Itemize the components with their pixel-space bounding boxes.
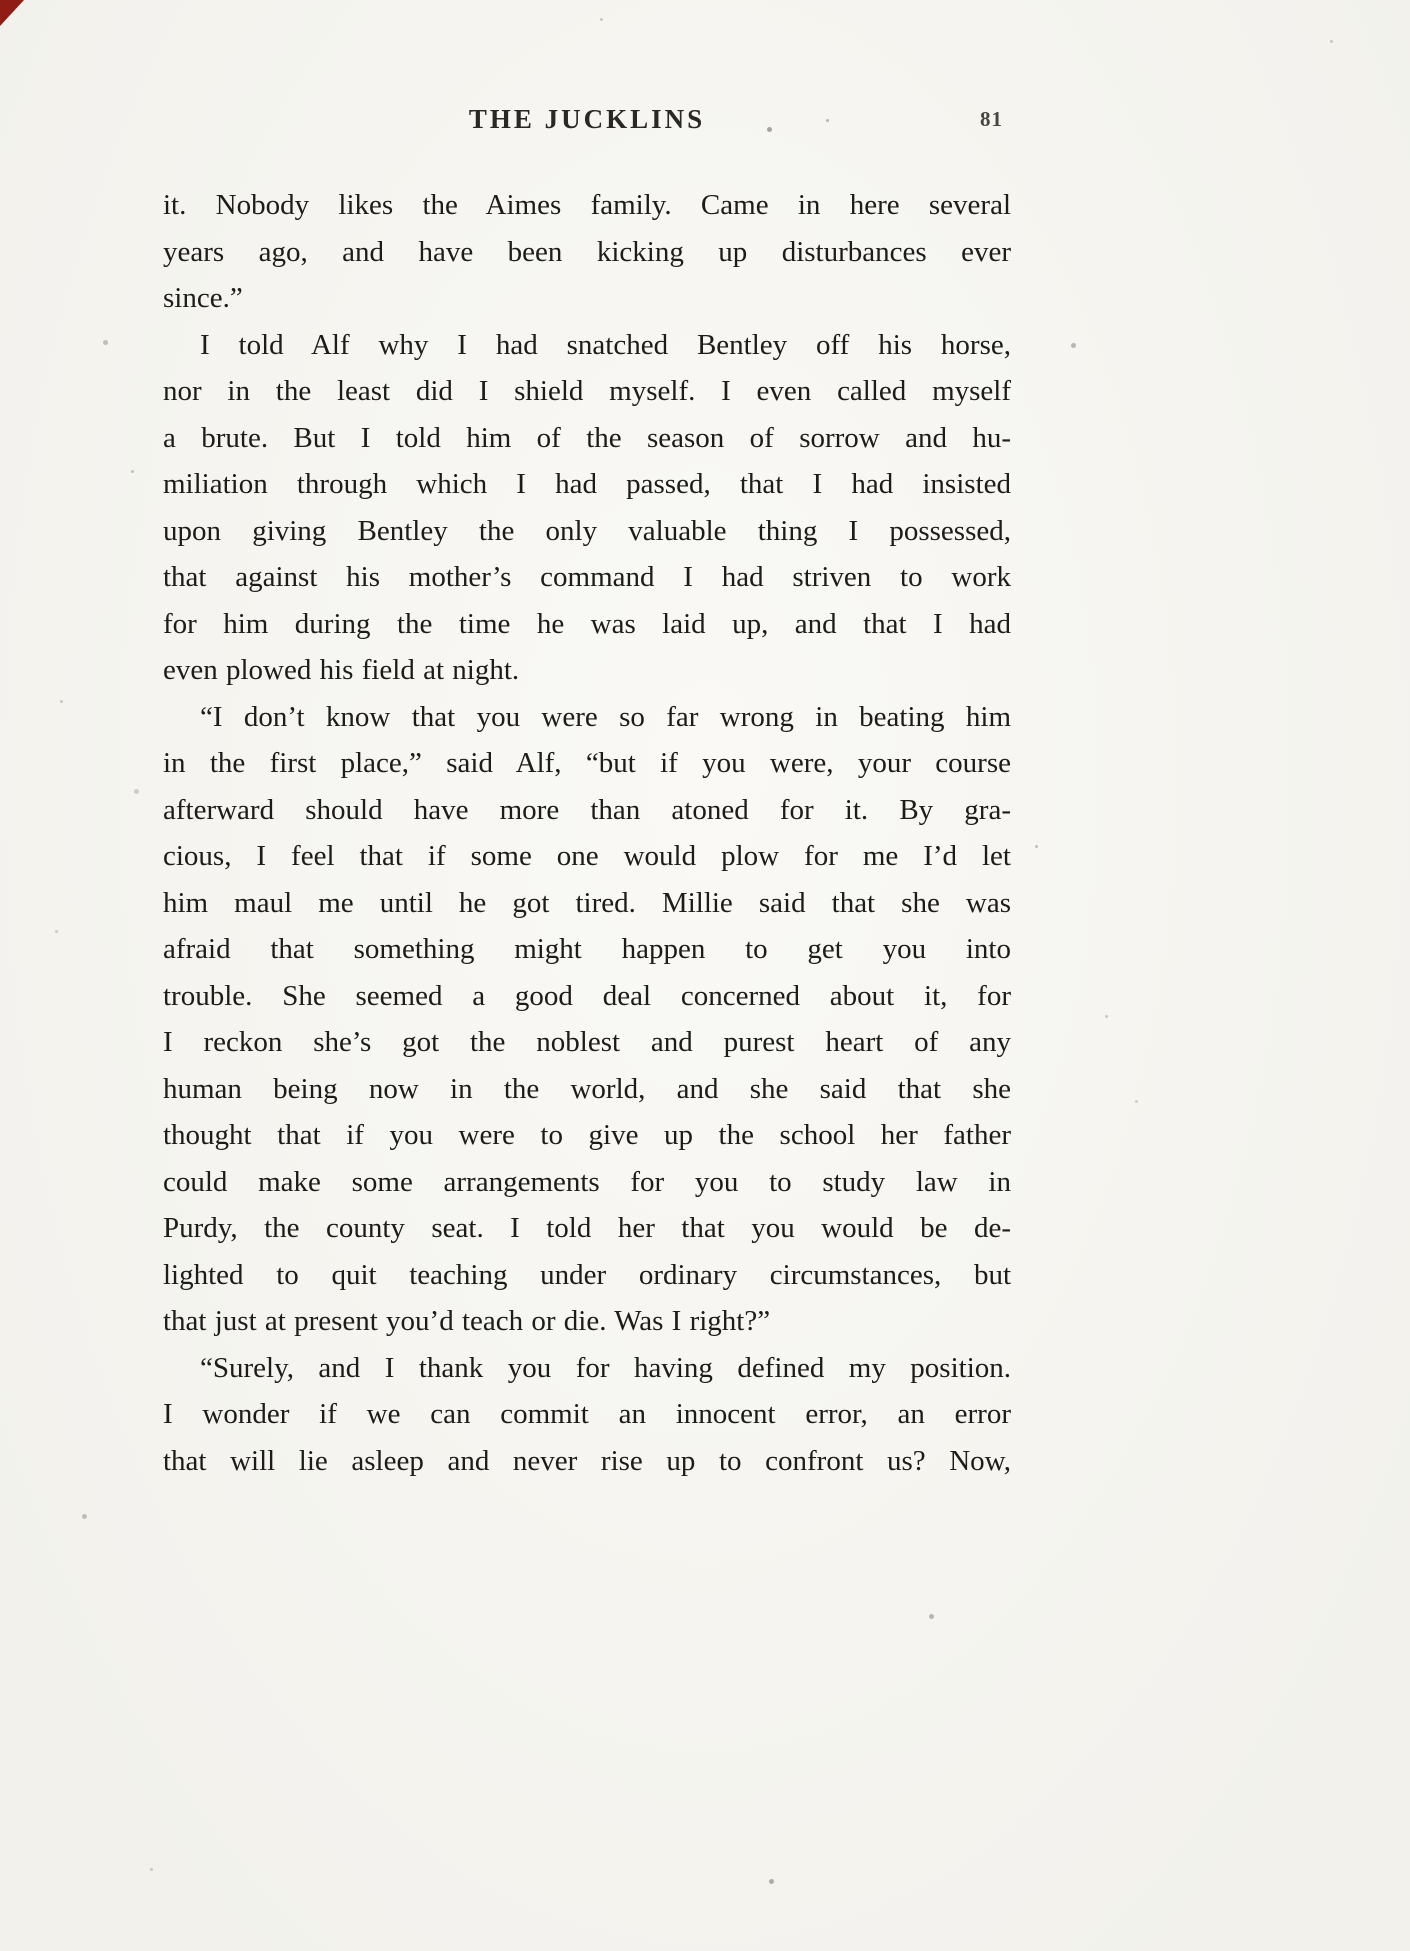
text-line: afterward should have more than atoned for it. By gra- <box>163 793 1011 826</box>
text-line: lighted to quit teaching under ordinary circumstances, but <box>163 1258 1011 1291</box>
text-line: trouble. She seemed a good deal concerned about it, for <box>163 979 1011 1012</box>
text-line: Purdy, the county seat. I told her that you would be de- <box>163 1212 1011 1244</box>
paragraph <box>163 1345 1011 1485</box>
paragraph <box>163 182 1011 322</box>
text-line: for him during the time he was laid up, and that I had <box>163 607 1011 640</box>
text-line: thought that if you were to give up the school her father <box>163 1119 1011 1151</box>
text-line: it. Nobody likes the Aimes family. Came in here several <box>163 189 1011 221</box>
paragraph <box>163 322 1011 694</box>
text-line: that just at present you’d teach or die. Was I right?” <box>163 1305 771 1337</box>
scan-corner-artifact <box>0 0 24 26</box>
text-line: since.” <box>163 282 243 314</box>
text-block <box>163 104 1011 1484</box>
text-line: “I don’t know that you were so far wrong in beating him <box>200 700 1011 733</box>
text-line: afraid that something might happen to get you into <box>163 933 1011 965</box>
text-line: that against his mother’s command I had striven to work <box>163 561 1011 593</box>
text-line: I wonder if we can commit an innocent error, an error <box>163 1398 1011 1430</box>
page-body <box>163 182 1011 1484</box>
text-line: cious, I feel that if some one would plow for me I’d let <box>163 840 1011 872</box>
text-line: human being now in the world, and she said that she <box>163 1072 1011 1105</box>
paragraph <box>163 694 1011 1345</box>
text-line: him maul me until he got tired. Millie said that she was <box>163 886 1011 919</box>
text-line: I reckon she’s got the noblest and purest heart of any <box>163 1026 1011 1058</box>
text-line: years ago, and have been kicking up disturbances ever <box>163 235 1011 268</box>
text-line: upon giving Bentley the only valuable thing I possessed, <box>163 514 1011 547</box>
text-line: “Surely, and I thank you for having defined my position. <box>200 1351 1011 1384</box>
text-line: I told Alf why I had snatched Bentley off his horse, <box>200 328 1011 361</box>
text-line: in the first place,” said Alf, “but if you were, your course <box>163 747 1011 779</box>
text-line: a brute. But I told him of the season of sorrow and hu- <box>163 421 1011 454</box>
scan-specks <box>0 0 3 3</box>
text-line: nor in the least did I shield myself. I even called myself <box>163 375 1011 407</box>
text-line: could make some arrangements for you to study law in <box>163 1165 1011 1198</box>
running-header <box>163 104 1011 144</box>
page-number: 81 <box>980 107 1003 131</box>
text-line: even plowed his field at night. <box>163 654 520 686</box>
book-title-header: THE JUCKLINS <box>468 104 706 134</box>
text-line: miliation through which I had passed, that I had insisted <box>163 468 1011 500</box>
text-line: that will lie asleep and never rise up to confront us? Now, <box>163 1444 1011 1477</box>
